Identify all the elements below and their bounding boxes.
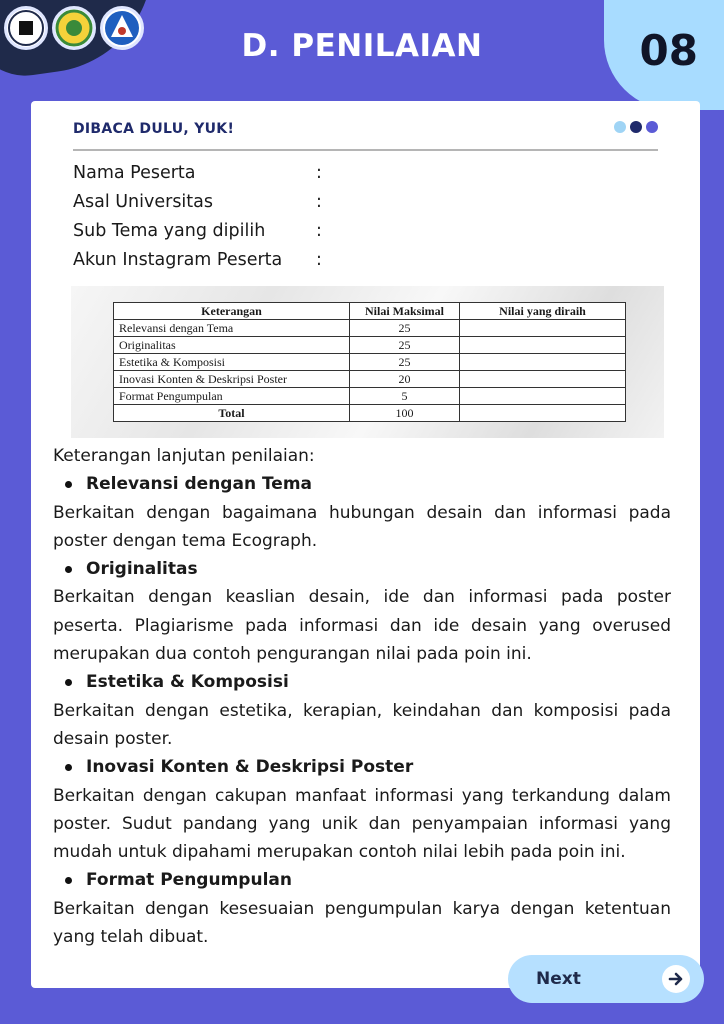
card-title: DIBACA DULU, YUK! bbox=[73, 121, 235, 137]
bullet-icon bbox=[65, 679, 72, 686]
column-header: Keterangan bbox=[114, 303, 350, 320]
criteria-title: Originalitas bbox=[86, 559, 198, 580]
criteria-heading bbox=[53, 555, 671, 583]
criteria-title: Inovasi Konten & Deskripsi Poster bbox=[86, 757, 414, 778]
form-separator: : bbox=[316, 221, 322, 241]
criteria-text: Berkaitan dengan kesesuaian pengumpulan karya dengan ketentuan yang telah dibuat. bbox=[53, 898, 671, 948]
column-header: Nilai yang diraih bbox=[460, 303, 626, 320]
criteria-cell: Inovasi Konten & Deskripsi Poster bbox=[114, 371, 350, 388]
score-table-background bbox=[71, 286, 664, 438]
column-header: Nilai Maksimal bbox=[350, 303, 460, 320]
criteria-cell: Format Pengumpulan bbox=[114, 388, 350, 405]
max-score-cell: 25 bbox=[350, 320, 460, 337]
page-title: D. PENILAIAN bbox=[241, 28, 483, 64]
criteria-text: Berkaitan dengan cakupan manfaat informasi yang terkandung dalam poster. Sudut pandang yang unik dan penyampaian informasi yang mudah untuk dipahami merupakan contoh nilai lebih pada poin ini. bbox=[53, 785, 671, 863]
form-label: Asal Universitas bbox=[73, 192, 213, 212]
score-input-cell bbox=[460, 388, 626, 405]
dot-icon bbox=[614, 121, 626, 133]
dot-icon bbox=[646, 121, 658, 133]
criteria-title: Estetika & Komposisi bbox=[86, 672, 289, 693]
table-row bbox=[114, 354, 626, 371]
bullet-icon bbox=[65, 764, 72, 771]
form-separator: : bbox=[316, 192, 322, 212]
score-table bbox=[113, 302, 626, 422]
arrow-right-icon bbox=[662, 965, 690, 993]
form-separator: : bbox=[316, 163, 322, 183]
score-input-cell bbox=[460, 320, 626, 337]
criteria-text: Berkaitan dengan bagaimana hubungan desain dan informasi pada poster dengan tema Ecograph. bbox=[53, 502, 671, 551]
table-total-row bbox=[114, 405, 626, 422]
participant-form bbox=[73, 159, 322, 275]
score-input-cell bbox=[460, 337, 626, 354]
bullet-icon bbox=[65, 877, 72, 884]
intro-text: Keterangan lanjutan penilaian: bbox=[53, 446, 315, 466]
total-value: 100 bbox=[350, 405, 460, 422]
form-row-university bbox=[73, 188, 322, 217]
total-label: Total bbox=[114, 405, 350, 422]
criteria-heading bbox=[53, 753, 671, 781]
score-input-cell bbox=[460, 371, 626, 388]
form-row-name bbox=[73, 159, 322, 188]
form-row-subtheme bbox=[73, 217, 322, 246]
criteria-heading bbox=[53, 470, 671, 498]
table-row bbox=[114, 388, 626, 405]
criteria-title: Format Pengumpulan bbox=[86, 870, 292, 891]
max-score-cell: 20 bbox=[350, 371, 460, 388]
table-header-row bbox=[114, 303, 626, 320]
criteria-title: Relevansi dengan Tema bbox=[86, 474, 313, 495]
card-header bbox=[73, 121, 658, 151]
max-score-cell: 25 bbox=[350, 337, 460, 354]
form-label: Nama Peserta bbox=[73, 163, 196, 183]
dot-icon bbox=[630, 121, 642, 133]
form-separator: : bbox=[316, 250, 322, 270]
decorative-dots bbox=[614, 121, 658, 133]
page-number: 08 bbox=[639, 26, 698, 75]
criteria-cell: Relevansi dengan Tema bbox=[114, 320, 350, 337]
score-input-cell bbox=[460, 354, 626, 371]
max-score-cell: 5 bbox=[350, 388, 460, 405]
next-button[interactable] bbox=[508, 955, 704, 1003]
criteria-description bbox=[53, 442, 671, 951]
bullet-icon bbox=[65, 481, 72, 488]
total-score-cell bbox=[460, 405, 626, 422]
bullet-icon bbox=[65, 566, 72, 573]
criteria-cell: Originalitas bbox=[114, 337, 350, 354]
next-button-label: Next bbox=[536, 969, 581, 989]
criteria-text: Berkaitan dengan estetika, kerapian, keindahan dan komposisi pada desain poster. bbox=[53, 700, 671, 749]
table-row bbox=[114, 337, 626, 354]
table-row bbox=[114, 371, 626, 388]
max-score-cell: 25 bbox=[350, 354, 460, 371]
criteria-cell: Estetika & Komposisi bbox=[114, 354, 350, 371]
content-card bbox=[31, 101, 700, 988]
form-label: Sub Tema yang dipilih bbox=[73, 221, 266, 241]
form-label: Akun Instagram Peserta bbox=[73, 250, 283, 270]
criteria-heading bbox=[53, 866, 671, 894]
criteria-heading bbox=[53, 668, 671, 696]
criteria-text: Berkaitan dengan keaslian desain, ide dan informasi pada poster peserta. Plagiarisme pada informasi dan ide desain yang overused merupakan dua contoh pengurangan nilai pada poin ini. bbox=[53, 587, 671, 665]
form-row-instagram bbox=[73, 246, 322, 275]
table-row bbox=[114, 320, 626, 337]
